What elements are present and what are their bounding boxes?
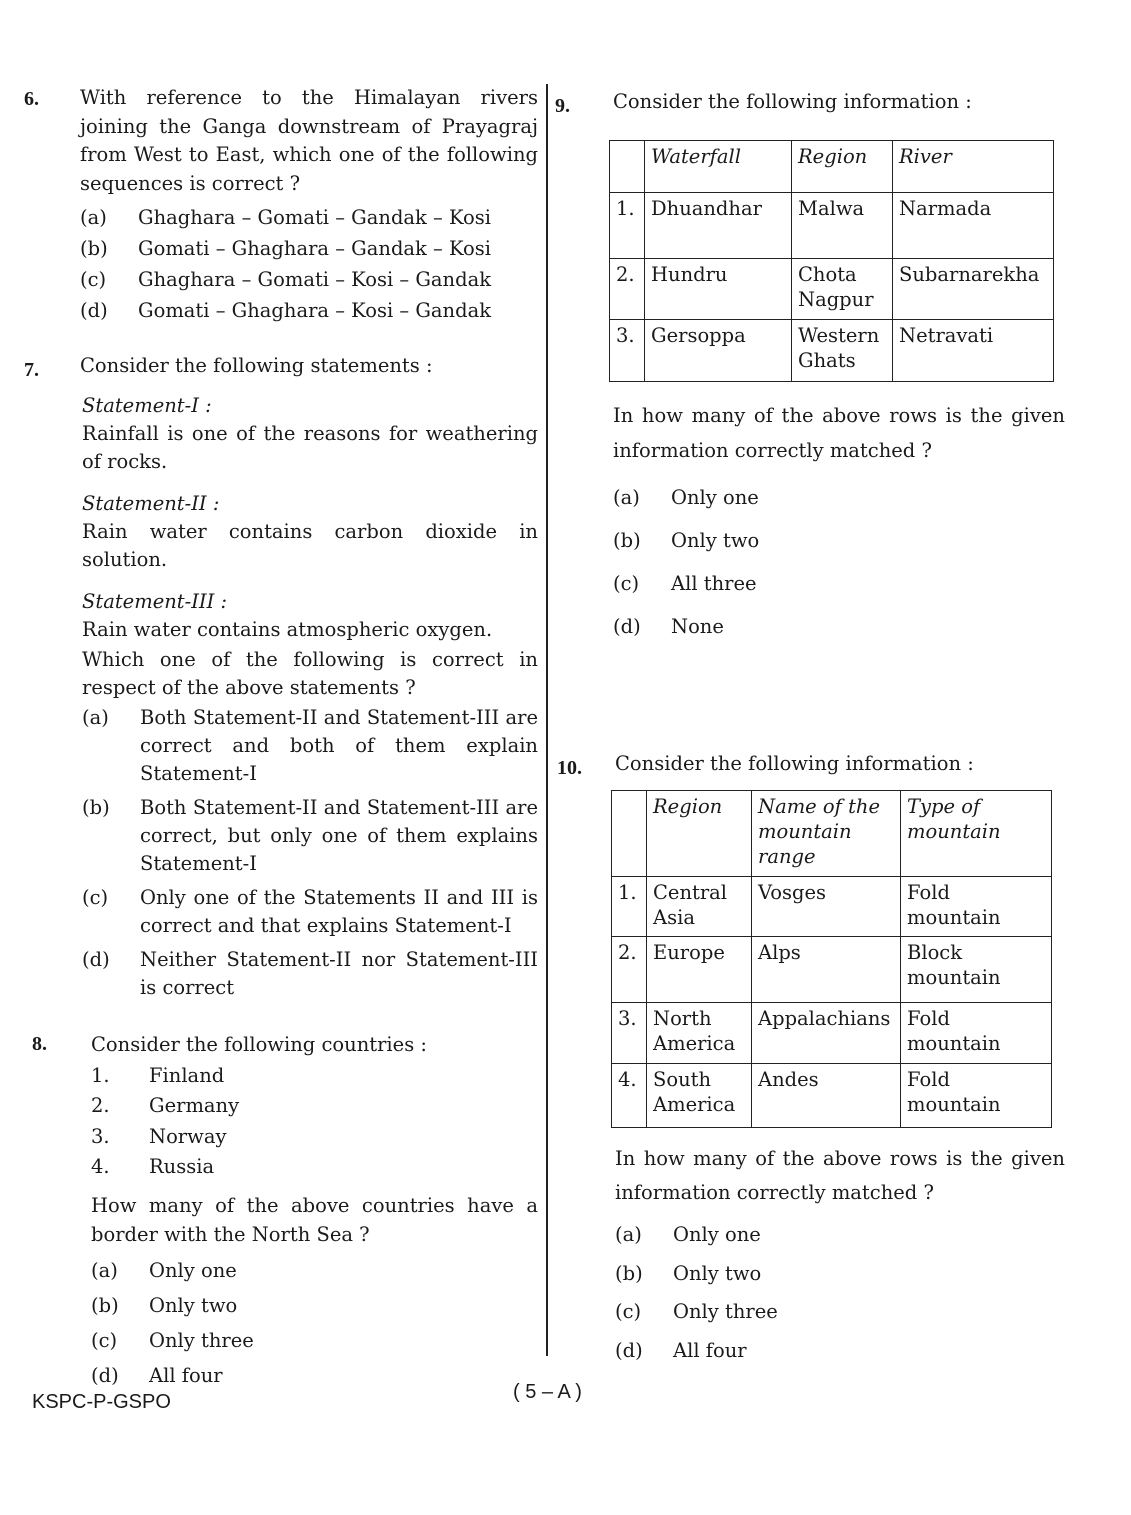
column-header: Region — [792, 140, 893, 192]
question-8 — [24, 1030, 538, 1393]
statement-1-text: Rainfall is one of the reasons for weathering of rocks. — [82, 422, 538, 473]
question-text: With reference to the Himalayan rivers joining the Ganga downstream of Prayagraj from West to East, which one of the following sequences is correct ? — [80, 86, 538, 195]
table-row: 3. North America Appalachians Fold mountain — [612, 1003, 1052, 1064]
option-a[interactable]: (a) Only one — [613, 485, 759, 509]
page-number: ( 5 – A ) — [513, 1381, 582, 1403]
booklet-code: KSPC-P-GSPO — [32, 1391, 171, 1413]
option-a[interactable]: (a) Only one — [91, 1258, 237, 1282]
statement-1-heading: Statement-I : — [82, 394, 212, 417]
question-text: Which one of the following is correct in respect of the above statements ? — [82, 648, 538, 699]
option-d[interactable]: (d) None — [613, 614, 724, 638]
question-text: How many of the above countries have a border with the North Sea ? — [91, 1193, 538, 1246]
statement-2-heading: Statement-II : — [82, 492, 220, 515]
column-header: Region — [647, 790, 752, 876]
column-header: Name of the mountain range — [752, 790, 901, 876]
option-c[interactable]: (c) Only one of the Statements II and III is correct and that explains Statement-I — [82, 886, 538, 937]
statement-3-text: Rain water contains atmospheric oxygen. — [82, 618, 493, 641]
column-header: Type of mountain — [901, 790, 1052, 876]
option-b[interactable]: (b) Only two — [613, 528, 760, 552]
option-c[interactable]: (c) Only three — [91, 1328, 254, 1352]
match-table — [609, 140, 1054, 382]
question-text: In how many of the above rows is the given information correctly matched ? — [613, 403, 1065, 462]
question-number: 6. — [24, 88, 39, 110]
option-b[interactable]: (b) Only two — [615, 1261, 762, 1285]
question-intro: Consider the following countries : — [91, 1033, 427, 1056]
option-b[interactable]: (b) Only two — [91, 1293, 238, 1317]
table-row: 1. Central Asia Vosges Fold mountain — [612, 876, 1052, 937]
column-header: Waterfall — [645, 140, 792, 192]
table-header-row — [610, 140, 1054, 192]
question-intro: Consider the following statements : — [80, 354, 433, 377]
column-header: River — [893, 140, 1054, 192]
match-table — [611, 790, 1052, 1129]
option-b[interactable]: (b) Both Statement-II and Statement-III are correct, but only one of them explains Statement-I — [82, 796, 538, 875]
option-a[interactable]: (a) Both Statement-II and Statement-III are correct and both of them explain Statement-I — [82, 706, 538, 785]
statement-2-text: Rain water contains carbon dioxide in solution. — [82, 520, 538, 571]
option-d[interactable]: (d) All four — [615, 1338, 747, 1362]
list-item: 1. Finland — [91, 1063, 225, 1087]
option-d[interactable]: (d) All four — [91, 1363, 223, 1387]
question-number: 9. — [555, 95, 570, 117]
left-column — [24, 84, 538, 1393]
question-intro: Consider the following information : — [613, 90, 972, 113]
table-row: 2. Hundru Chota Nagpur Subarnarekha — [610, 258, 1054, 319]
option-a[interactable]: (a) Only one — [615, 1223, 761, 1247]
option-c[interactable]: (c) All three — [613, 571, 757, 595]
question-9 — [555, 88, 1065, 748]
question-number: 8. — [32, 1033, 47, 1055]
list-item: 2. Germany — [91, 1094, 240, 1117]
table-header-row — [612, 790, 1052, 876]
statement-3-heading: Statement-III : — [82, 590, 228, 613]
table-row: 3. Gersoppa Western Ghats Netravati — [610, 319, 1054, 381]
list-item: 3. Norway — [91, 1124, 227, 1148]
question-number: 7. — [24, 359, 39, 381]
table-row: 1. Dhuandhar Malwa Narmada — [610, 192, 1054, 258]
question-6 — [24, 84, 538, 346]
option-b[interactable]: (b) Gomati – Ghaghara – Gandak – Kosi — [80, 237, 492, 261]
column-divider — [546, 84, 548, 1356]
option-d[interactable]: (d) Gomati – Ghaghara – Kosi – Gandak — [80, 299, 492, 323]
right-column — [555, 86, 1065, 1370]
question-text: In how many of the above rows is the given information correctly matched ? — [615, 1147, 1065, 1205]
option-c[interactable]: (c) Only three — [615, 1300, 778, 1324]
question-10 — [555, 750, 1065, 1370]
option-d[interactable]: (d) Neither Statement-II nor Statement-III is correct — [82, 948, 538, 999]
question-intro: Consider the following information : — [615, 752, 974, 775]
option-a[interactable]: (a) Ghaghara – Gomati – Gandak – Kosi — [80, 206, 492, 230]
question-7 — [24, 352, 538, 1006]
option-c[interactable]: (c) Ghaghara – Gomati – Kosi – Gandak — [80, 268, 492, 292]
list-item: 4. Russia — [91, 1155, 215, 1178]
table-row: 2. Europe Alps Block mountain — [612, 937, 1052, 1003]
question-number: 10. — [557, 757, 582, 779]
table-row: 4. South America Andes Fold mountain — [612, 1064, 1052, 1128]
